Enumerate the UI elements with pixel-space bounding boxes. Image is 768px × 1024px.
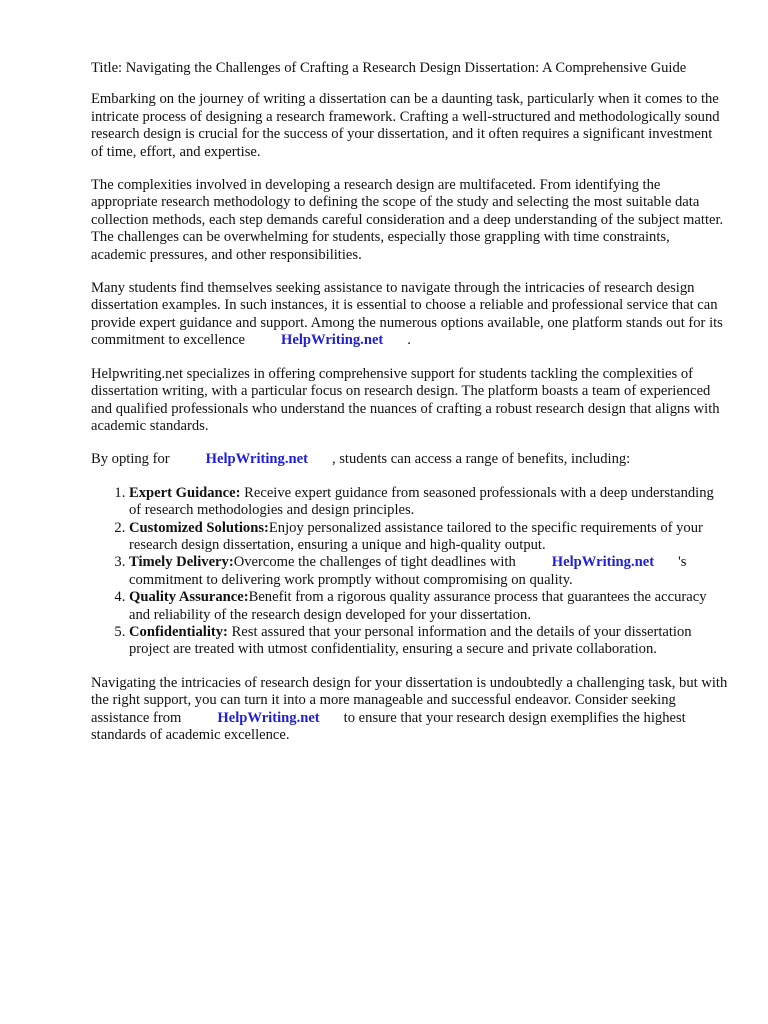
benefits-list [91,485,728,659]
benefit-text: Receive expert guidance from seasoned professionals with a deep understanding of research methodologies and design principles. [129,484,714,519]
benefit-text: 's commitment to delivering work promptly without compromising on quality. [129,554,687,588]
helpwriting-link[interactable]: HelpWriting.net [551,554,655,571]
benefit-label: Confidentiality: [129,623,228,640]
benefit-label: Quality Assurance: [129,589,249,606]
helpwriting-link[interactable]: HelpWriting.net [280,332,384,349]
paragraph-text: . [407,332,411,349]
benefit-text: Benefit from a rigorous quality assurance process that guarantees the accuracy and reliability of the research design developed for your dissertation. [129,589,707,623]
document-title: Title: Navigating the Challenges of Crafting a Research Design Dissertation: A Comprehensive Guide [91,60,687,76]
paragraph-text: By opting for [91,451,170,468]
helpwriting-link[interactable]: HelpWriting.net [217,709,320,726]
benefit-label: Expert Guidance: [129,484,241,501]
list-item [129,554,728,589]
paragraph-text: Many students find themselves seeking assistance to navigate through the intricacies of research design dissertation examples. In such instances, it is essential to choose a reliable and professional service that can provide expert guidance and support. Among the numerous options available, one platform stands out for its commitment to excellence [91,280,723,349]
benefit-label: Customized Solutions: [129,519,269,536]
benefit-text: Enjoy personalized assistance tailored to the specific requirements of your research design dissertation, ensuring a unique and high-quality output. [129,519,703,553]
paragraph-opting [91,451,728,468]
paragraph-seeking-assistance [91,280,728,350]
paragraph-intro: Embarking on the journey of writing a dissertation can be a daunting task, particularly when it comes to the intricate process of designing a research framework. Crafting a well-structured and methodologically sound research design is crucial for the success of your dissertation, and it often requires a significant investment of time, effort, and expertise. [91,91,720,160]
benefit-label: Timely Delivery: [129,554,234,571]
helpwriting-link[interactable]: HelpWriting.net [205,451,308,468]
benefit-text: Overcome the challenges of tight deadlines with [233,554,516,571]
list-item [129,485,728,520]
list-item [129,589,728,624]
paragraph-text: , students can access a range of benefits, including: [331,451,631,468]
paragraph-text: to ensure that your research design exemplifies the highest standards of academic excellence. [91,709,686,743]
benefit-text: Rest assured that your personal information and the details of your dissertation project are treated with utmost confidentiality, ensuring a secure and private collaboration. [129,623,692,658]
paragraph-helpwriting-intro: Helpwriting.net specializes in offering comprehensive support for students tackling the complexities of dissertation writing, with a particular focus on research design. The platform boasts a team of experienced and qualified professionals who understand the nuances of crafting a robust research design that aligns with academic standards. [91,365,720,434]
list-item [129,624,728,659]
paragraph-conclusion [91,675,728,745]
paragraph-text: Navigating the intricacies of research design for your dissertation is undoubtedly a challenging task, but with the right support, you can turn it into a more manageable and successful endeavor. Consider seeking assistance from [91,674,728,726]
paragraph-complexities: The complexities involved in developing a research design are multifaceted. From identifying the appropriate research methodology to defining the scope of the study and selecting the most suitable data collection methods, each step demands careful consideration and a deep understanding of the subject matter. The challenges can be overwhelming for students, especially those grappling with time constraints, academic pressures, and other responsibilities. [91,177,724,263]
list-item [129,520,728,555]
